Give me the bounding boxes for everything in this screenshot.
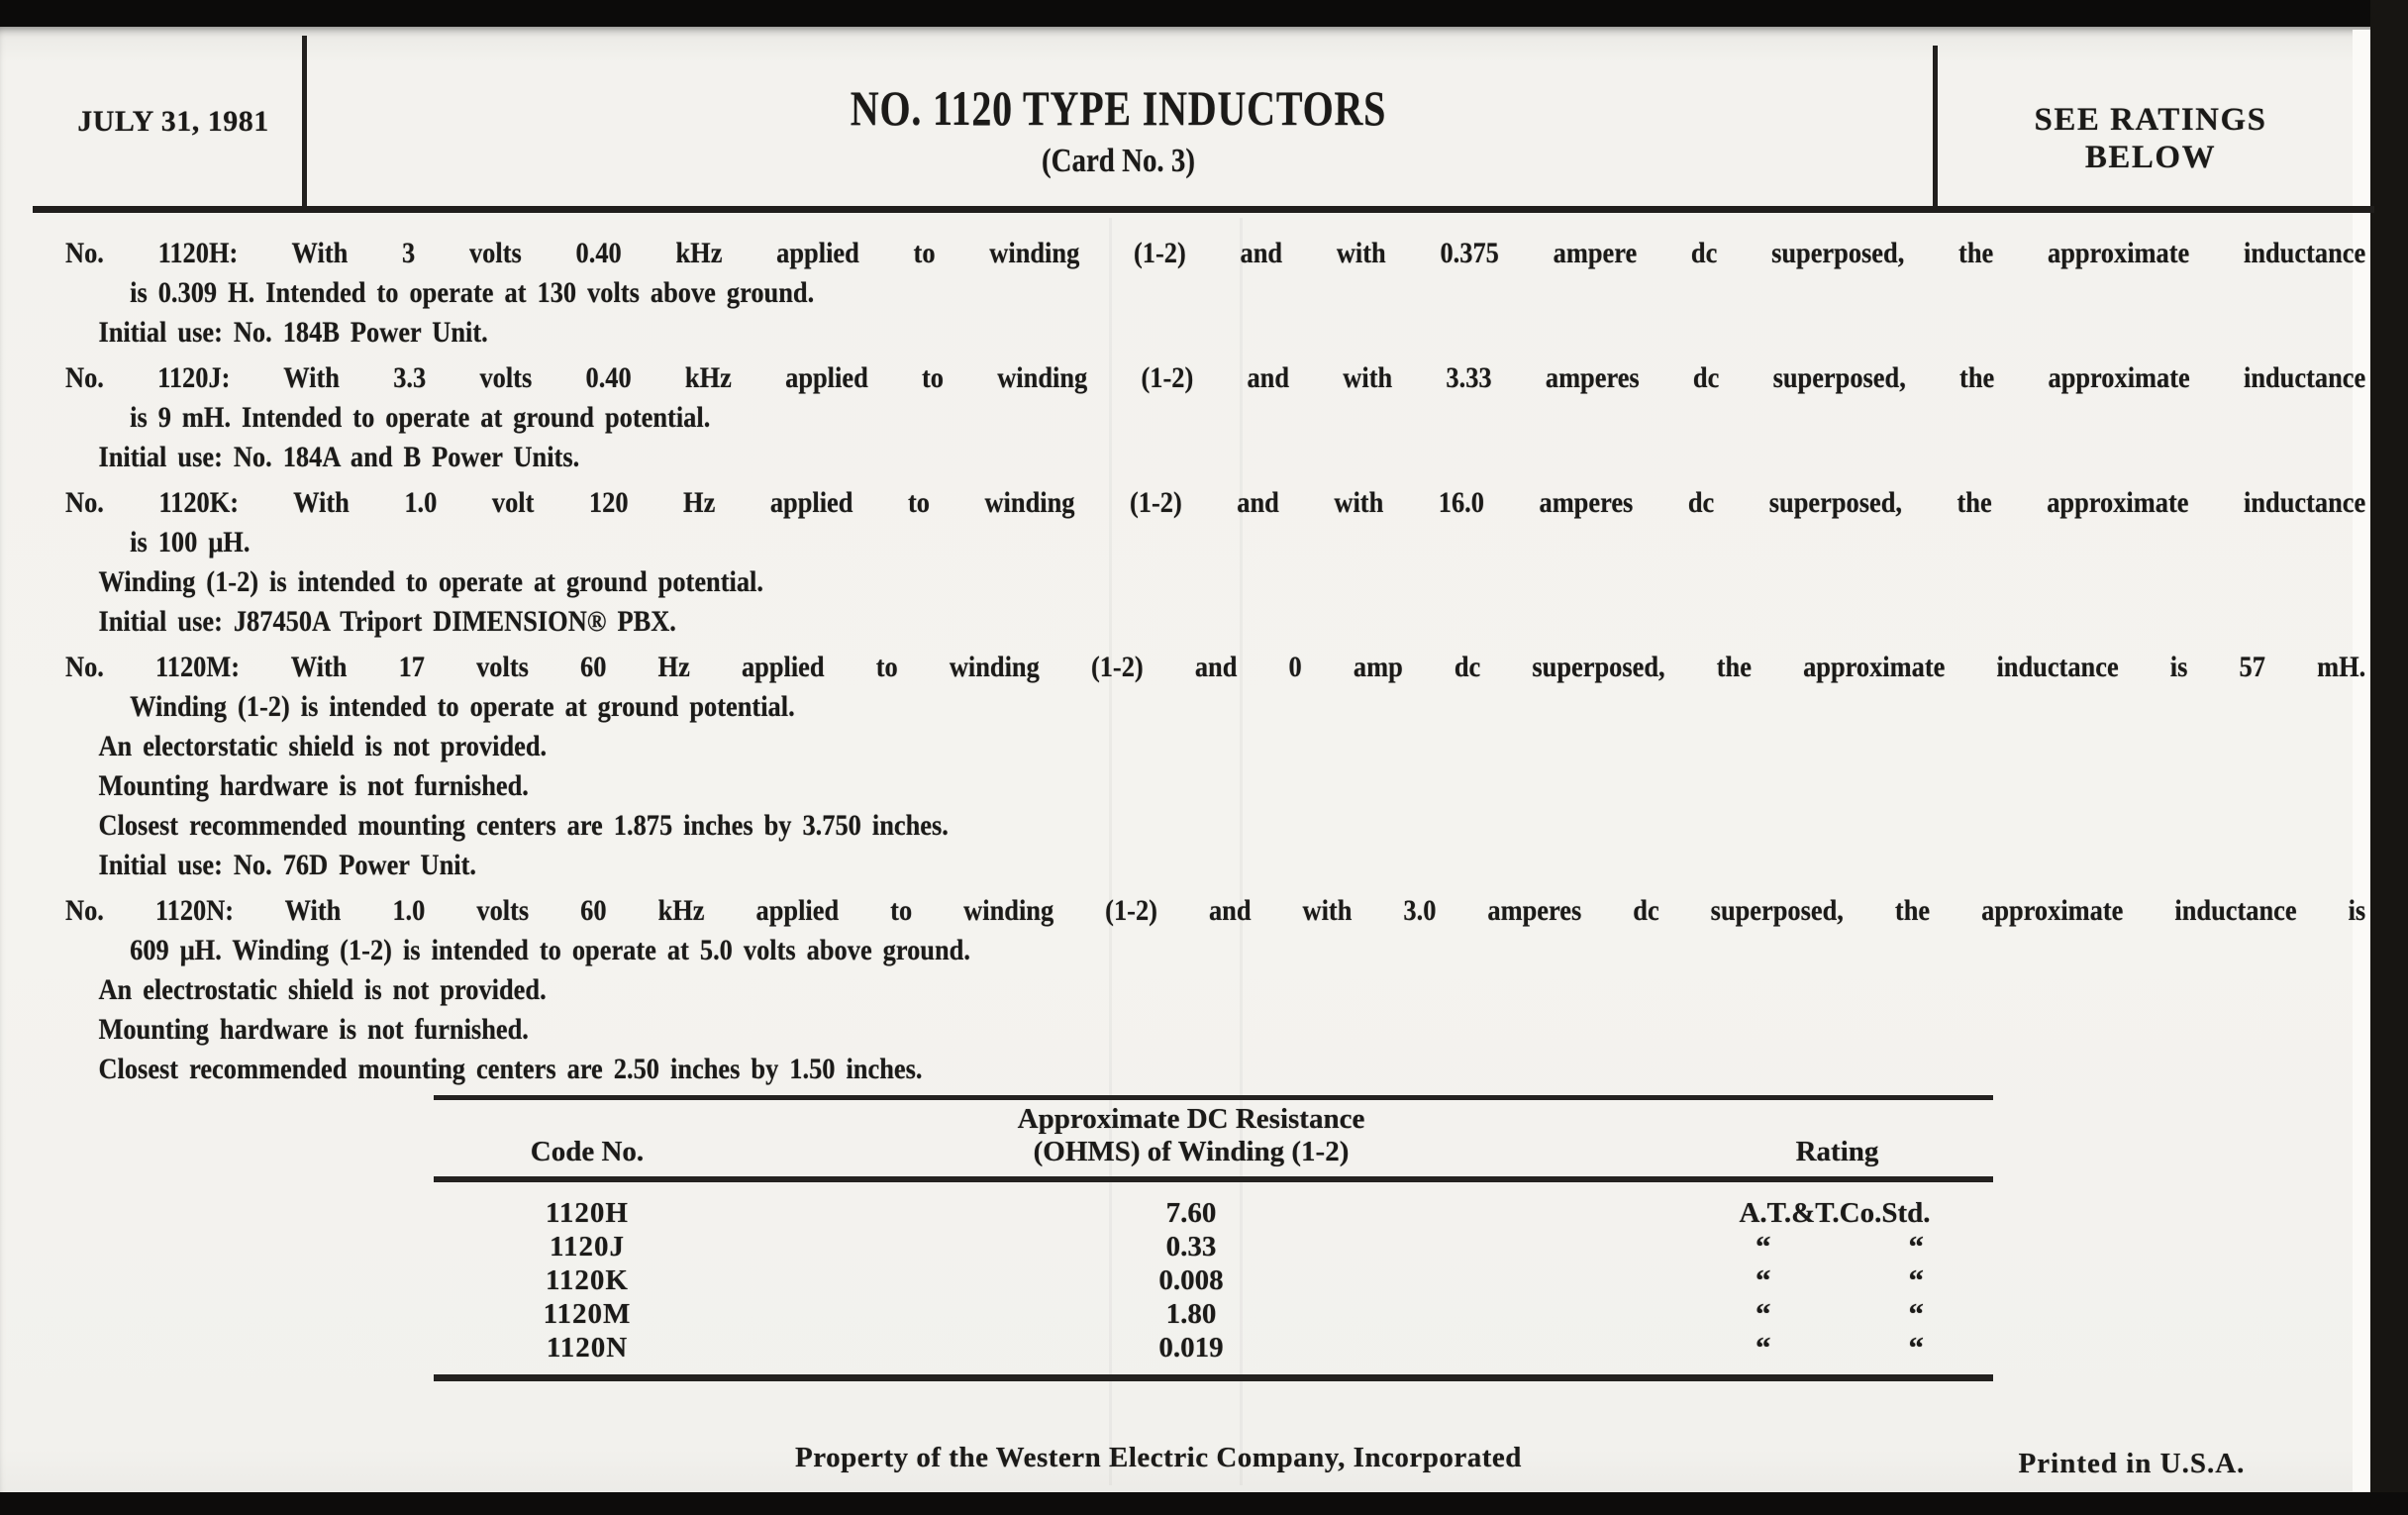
ditto-mark: “ <box>1908 1262 1924 1297</box>
ratings-note-line2: BELOW <box>2084 140 2217 175</box>
spec-1120n-shield: An electrostatic shield is not provided. <box>98 973 547 1006</box>
spec-1120m-shield: An electorstatic shield is not provided. <box>98 730 548 762</box>
cell-code: 1120K <box>546 1264 629 1296</box>
table-row <box>434 1230 1993 1263</box>
spec-1120k-line2: is 100 μH. <box>130 526 251 558</box>
ditto-marks <box>1701 1230 1968 1263</box>
scan-edge-right <box>2370 0 2408 1515</box>
spec-1120h-line2: is 0.309 H. Intended to operate at 130 volts above ground. <box>130 276 815 309</box>
card-title-block <box>304 79 1933 180</box>
card-subtitle: (Card No. 3) <box>1042 143 1195 179</box>
property-notice: Property of the Western Electric Company, Incorporated <box>795 1442 1522 1473</box>
cell-rating <box>1523 1196 1993 1230</box>
table-row <box>434 1331 1993 1364</box>
spec-text <box>65 234 2365 1089</box>
spec-1120n-line1: No. 1120N: With 1.0 volts 60 kHz applied to winding (1-2) and with 3.0 amperes dc superposed, the approximate inductance is <box>65 894 2366 927</box>
header-divider-right <box>1933 46 1938 212</box>
scan-edge-top <box>0 0 2408 27</box>
cell-resistance: 1.80 <box>1165 1298 1217 1330</box>
table-body <box>434 1182 1993 1374</box>
ditto-mark: “ <box>1908 1229 1924 1263</box>
ratings-note-line1: SEE RATINGS <box>2034 102 2267 138</box>
cell-rating <box>1523 1263 1993 1297</box>
ditto-mark: “ <box>1756 1262 1771 1297</box>
table-rule-bottom <box>434 1374 1993 1381</box>
cell-resistance: 0.019 <box>1158 1332 1224 1364</box>
spec-1120n-line2: 609 μH. Winding (1-2) is intended to operate at 5.0 volts above ground. <box>130 934 970 966</box>
table-row <box>434 1263 1993 1297</box>
card-date: JULY 31, 1981 <box>77 105 269 138</box>
ditto-mark: “ <box>1908 1330 1924 1364</box>
spec-1120j-line2: is 9 mH. Intended to operate at ground potential. <box>130 401 711 434</box>
cell-rating <box>1523 1230 1993 1263</box>
spec-1120k-initial-use: Initial use: J87450A Triport DIMENSION® PBX. <box>98 605 676 638</box>
column-header-resistance <box>741 1103 1523 1168</box>
cell-resistance: 7.60 <box>1165 1197 1217 1229</box>
column-header-resistance-line2: (OHMS) of Winding (1-2) <box>1033 1136 1350 1167</box>
column-header-code: Code No. <box>530 1136 645 1167</box>
ditto-mark: “ <box>1756 1330 1771 1364</box>
header-rule <box>33 206 2374 213</box>
card-title: NO. 1120 TYPE INDUCTORS <box>850 80 1387 136</box>
cell-code: 1120N <box>546 1332 629 1364</box>
ditto-marks <box>1701 1263 1968 1297</box>
ratings-note <box>1939 101 2362 176</box>
cell-rating <box>1523 1297 1993 1331</box>
cell-code: 1120H <box>546 1197 629 1229</box>
cell-code: 1120M <box>543 1298 632 1330</box>
table-row <box>434 1196 1993 1230</box>
table-header-row <box>434 1100 1993 1176</box>
ditto-mark: “ <box>1908 1296 1924 1331</box>
spec-1120m-initial-use: Initial use: No. 76D Power Unit. <box>98 849 477 881</box>
scan-edge-bottom <box>0 1492 2408 1515</box>
spec-1120n-hardware: Mounting hardware is not furnished. <box>98 1013 529 1046</box>
spec-1120j-line1: No. 1120J: With 3.3 volts 0.40 kHz applied to winding (1-2) and with 3.33 amperes dc superposed, the approximate inductance <box>65 361 2366 394</box>
spec-1120m-line2: Winding (1-2) is intended to operate at ground potential. <box>130 690 795 723</box>
spec-1120n-centers: Closest recommended mounting centers are 2.50 inches by 1.50 inches. <box>98 1053 923 1085</box>
spec-1120m-line1: No. 1120M: With 17 volts 60 Hz applied to winding (1-2) and 0 amp dc superposed, the approximate inductance is 57 mH. <box>65 651 2366 683</box>
ratings-table <box>434 1095 1993 1381</box>
cell-rating <box>1523 1331 1993 1364</box>
spec-1120k-winding: Winding (1-2) is intended to operate at ground potential. <box>98 565 763 598</box>
rating-value: A.T.&T.Co.Std. <box>1739 1197 1931 1229</box>
cell-resistance: 0.33 <box>1165 1231 1217 1262</box>
column-header-resistance-line1: Approximate DC Resistance <box>1017 1103 1365 1135</box>
printed-in-usa: Printed in U.S.A. <box>2018 1448 2246 1479</box>
ditto-marks <box>1701 1297 1968 1331</box>
table-row <box>434 1297 1993 1331</box>
column-header-rating: Rating <box>1795 1136 1879 1167</box>
cell-resistance: 0.008 <box>1158 1264 1224 1296</box>
spec-1120m-hardware: Mounting hardware is not furnished. <box>98 769 529 802</box>
spec-1120h-initial-use: Initial use: No. 184B Power Unit. <box>98 316 488 349</box>
spec-1120k-line1: No. 1120K: With 1.0 volt 120 Hz applied to winding (1-2) and with 16.0 amperes dc superposed, the approximate inductance <box>65 486 2366 519</box>
spec-1120j-initial-use: Initial use: No. 184A and B Power Units. <box>98 441 580 473</box>
spec-1120h-line1: No. 1120H: With 3 volts 0.40 kHz applied to winding (1-2) and with 0.375 ampere dc superposed, the approximate inductance <box>65 237 2366 269</box>
spec-1120m-centers: Closest recommended mounting centers are 1.875 inches by 3.750 inches. <box>98 809 949 842</box>
cell-code: 1120J <box>550 1231 625 1262</box>
ditto-marks <box>1701 1331 1968 1364</box>
ditto-mark: “ <box>1756 1296 1771 1331</box>
ditto-mark: “ <box>1756 1229 1771 1263</box>
